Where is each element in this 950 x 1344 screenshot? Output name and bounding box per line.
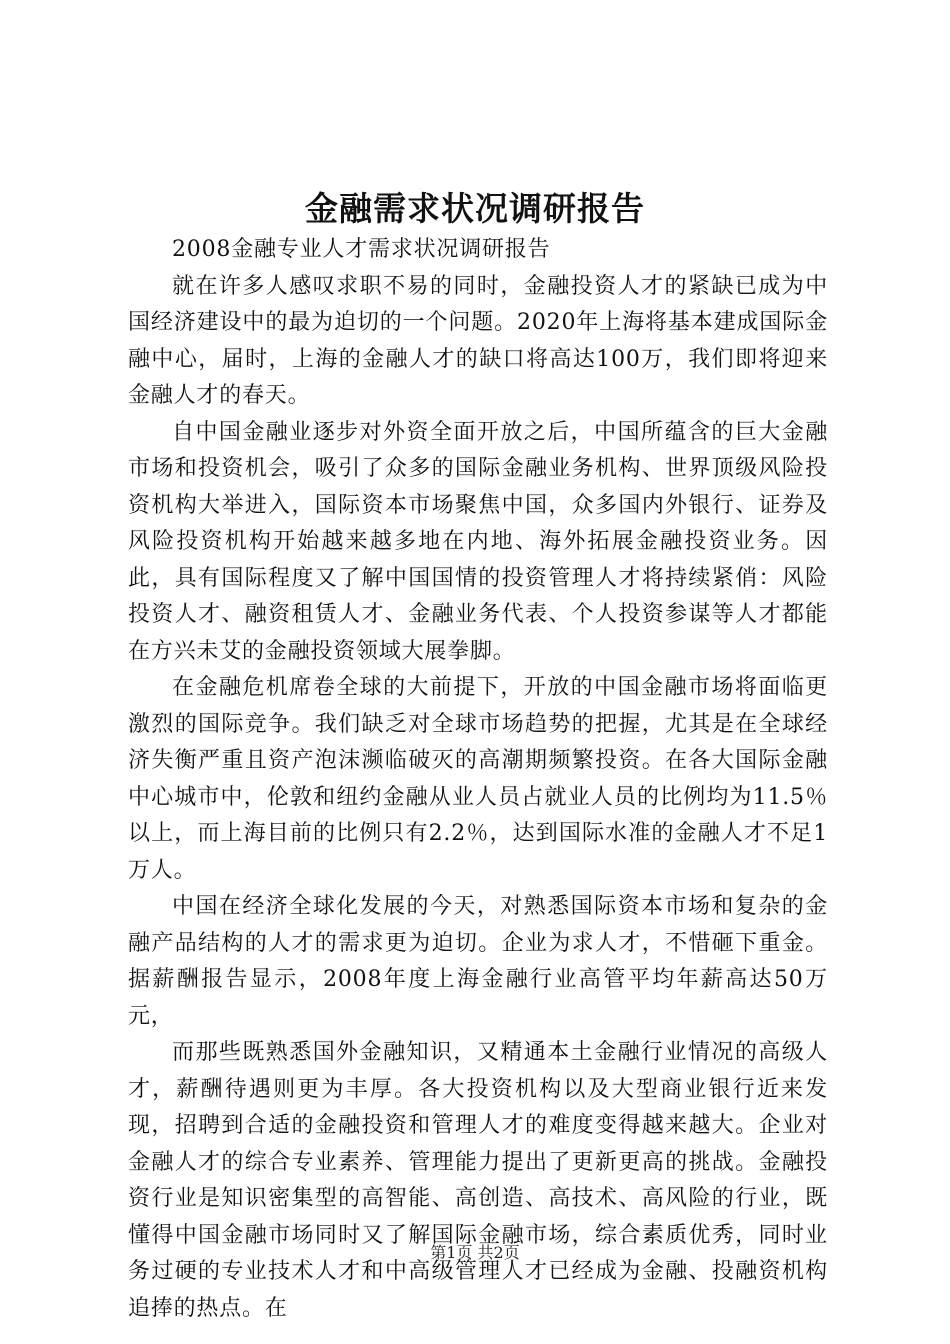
paragraph-subtitle: 2008金融专业人才需求状况调研报告: [172, 237, 551, 262]
document-title: 金融需求状况调研报告: [305, 189, 645, 228]
page-number: 第1页 共2页: [430, 1243, 520, 1262]
paragraph: 在金融危机席卷全球的大前提下，开放的中国金融市场将面临更激烈的国际竞争。我们缺乏对全球市场趋势的把握，尤其是在全球经济失衡严重且资产泡沫濒临破灭的高潮期频繁投资。在各大国际金融中心城市中，伦敦和纽约金融从业人员占就业人员的比例均为11.5％以上，而上海目前的比例只有2.2％，达到国际水准的金融人才不足1万人。: [128, 675, 828, 883]
paragraph: 就在许多人感叹求职不易的同时，金融投资人才的紧缺已成为中国经济建设中的最为迫切的一个问题。2020年上海将基本建成国际金融中心，届时，上海的金融人才的缺口将高达100万，我们即将迎来金融人才的春天。: [128, 273, 828, 408]
page-footer: [0, 1241, 950, 1265]
paragraph: 中国在经济全球化发展的今天，对熟悉国际资本市场和复杂的金融产品结构的人才的需求更为迫切。企业为求人才，不惜砸下重金。据薪酬报告显示，2008年度上海金融行业高管平均年薪高达50万元，: [128, 894, 828, 1029]
document-body: [128, 232, 828, 1327]
paragraph: 自中国金融业逐步对外资全面开放之后，中国所蕴含的巨大金融市场和投资机会，吸引了众多的国际金融业务机构、世界顶级风险投资机构大举进入，国际资本市场聚焦中国，众多国内外银行、证券及风险投资机构开始越来越多地在内地、海外拓展金融投资业务。因此，具有国际程度又了解中国国情的投资管理人才将持续紧俏：风险投资人才、融资租赁人才、金融业务代表、个人投资参谋等人才都能在方兴未艾的金融投资领域大展拳脚。: [128, 419, 828, 664]
paragraph: 而那些既熟悉国外金融知识，又精通本土金融行业情况的高级人才，薪酬待遇则更为丰厚。各大投资机构以及大型商业银行近来发现，招聘到合适的金融投资和管理人才的难度变得越来越大。企业对金融人才的综合专业素养、管理能力提出了更新更高的挑战。金融投资行业是知识密集型的高智能、高创造、高技术、高风险的行业，既懂得中国金融市场同时又了解国际金融市场，综合素质优秀，同时业务过硬的专业技术人才和中高级管理人才已经成为金融、投融资机构追捧的热点。在: [128, 1040, 828, 1321]
